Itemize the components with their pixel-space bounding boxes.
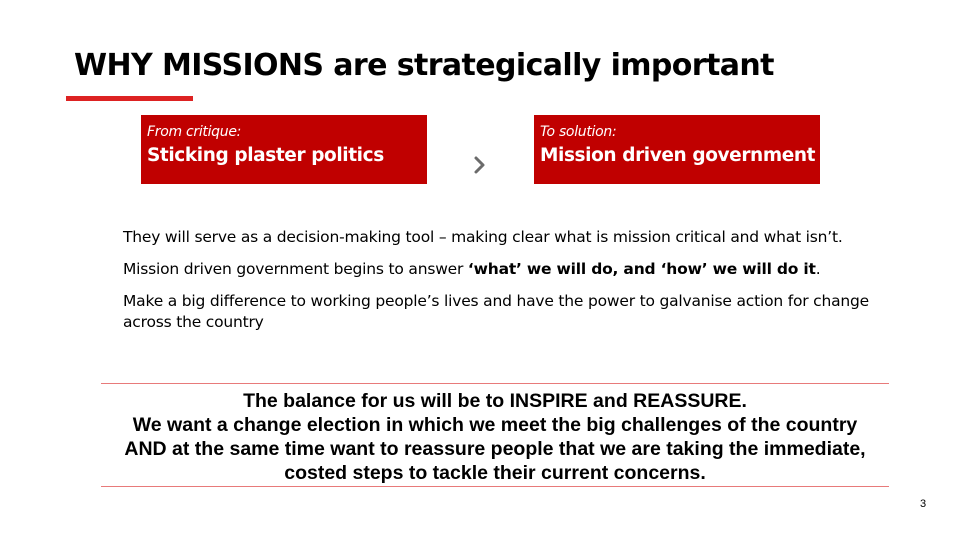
chevron-right-icon xyxy=(473,155,487,175)
statement-line: AND at the same time want to reassure people that we are taking the immediate, xyxy=(124,438,866,460)
bullet-big-difference: Make a big difference to working people’s lives and have the power to galvanise action for change across the country xyxy=(123,292,869,331)
statement-block xyxy=(101,389,889,485)
bullet-mission-text: Mission driven government begins to answer xyxy=(123,260,468,278)
bullet-mission-driven xyxy=(123,259,913,280)
critique-kicker: From critique: xyxy=(147,124,242,140)
statement-line: costed steps to tackle their current concerns. xyxy=(284,462,706,484)
statement-line: The balance for us will be to INSPIRE and REASSURE. xyxy=(243,390,747,412)
solution-kicker: To solution: xyxy=(540,124,617,140)
bullet-mission-bold: ‘what’ we will do, and ‘how’ we will do it xyxy=(467,260,816,278)
statement-line: We want a change election in which we meet the big challenges of the country xyxy=(132,414,858,436)
statement-top-rule xyxy=(101,383,889,384)
title-underline xyxy=(66,96,193,101)
solution-box xyxy=(534,115,820,184)
solution-heading: Mission driven government xyxy=(540,145,816,166)
critique-heading: Sticking plaster politics xyxy=(147,145,384,166)
statement-bottom-rule xyxy=(101,486,889,487)
slide-title: WHY MISSIONS are strategically important xyxy=(74,48,774,83)
bullet-decision-tool: They will serve as a decision-making tool – making clear what is mission critical and what isn’t. xyxy=(123,228,843,246)
critique-box xyxy=(141,115,427,184)
bullet-mission-end: . xyxy=(815,260,821,278)
page-number: 3 xyxy=(920,498,927,510)
bullet-list xyxy=(123,227,913,344)
